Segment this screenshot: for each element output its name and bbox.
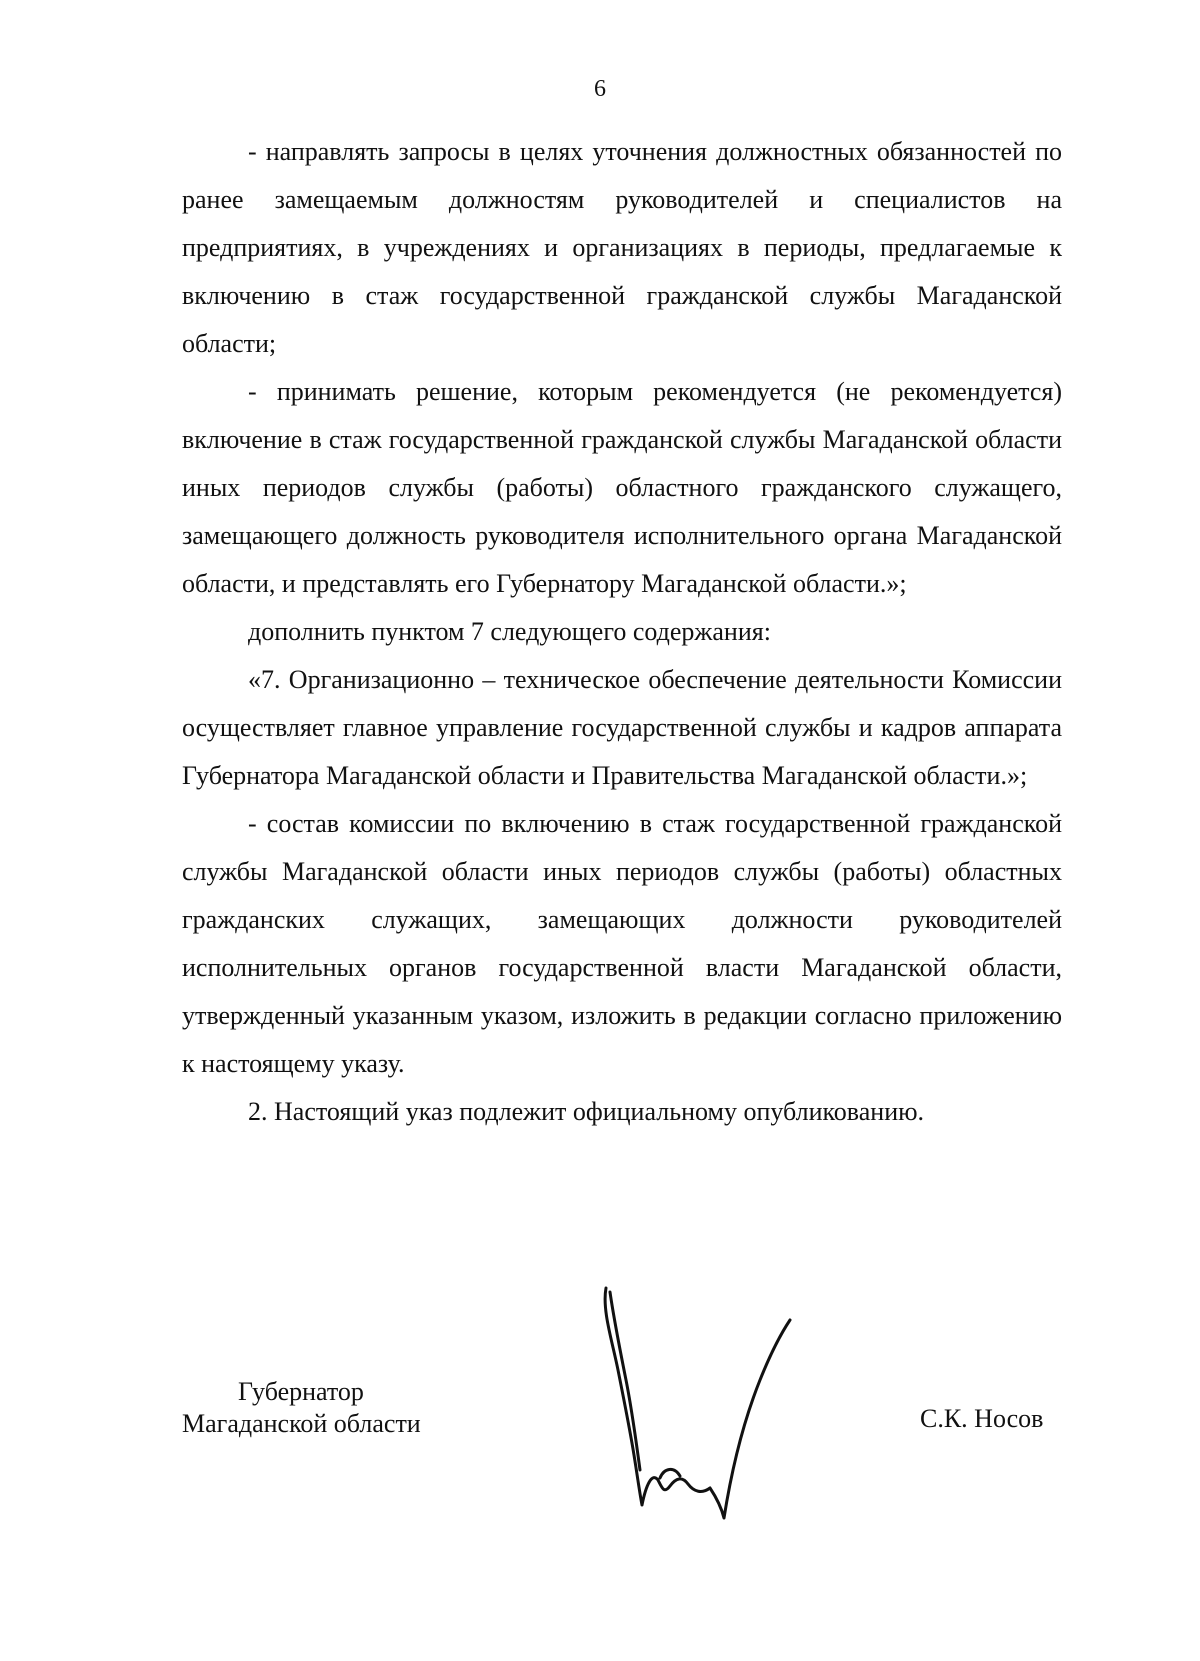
signatory-title-line1: Губернатор [238,1377,364,1406]
paragraph-requests: - направлять запросы в целях уточнения должностных обязанностей по ранее замещаемым должностям руководителей и специалистов на предприятиях, в учреждениях и организациях в периоды, предлагаемые к включению в стаж государственной гражданской службы Магаданской области; [182,137,1062,358]
signatory-title-line2: Магаданской области [182,1409,421,1438]
signatory-title [182,1376,482,1440]
paragraph-publication: 2. Настоящий указ подлежит официальному опубликованию. [248,1097,925,1126]
paragraph-point-7: «7. Организационно – техническое обеспечение деятельности Комиссии осуществляет главное управление государственной службы и кадров аппарата Губернатора Магаданской области и Правительства Магаданской области.»; [182,665,1062,790]
page-number: 6 [594,76,606,102]
signatory-name: С.К. Носов [920,1404,1044,1433]
paragraph-commission-composition: - состав комиссии по включению в стаж государственной гражданской службы Магаданской области иных периодов службы (работы) областных гражданских служащих, замещающих должности руководителей исполнительных органов государственной власти Магаданской области, утвержденный указанным указом, изложить в редакции согласно приложению к настоящему указу. [182,809,1062,1078]
paragraph-decision: - принимать решение, которым рекомендуется (не рекомендуется) включение в стаж государственной гражданской службы Магаданской области иных периодов службы (работы) областного гражданского служащего, замещающего должность руководителя исполнительного органа Магаданской области, и представлять его Губернатору Магаданской области.»; [182,377,1062,598]
paragraph-add-point-7: дополнить пунктом 7 следующего содержания: [248,617,771,646]
handwritten-signature [590,1280,810,1530]
